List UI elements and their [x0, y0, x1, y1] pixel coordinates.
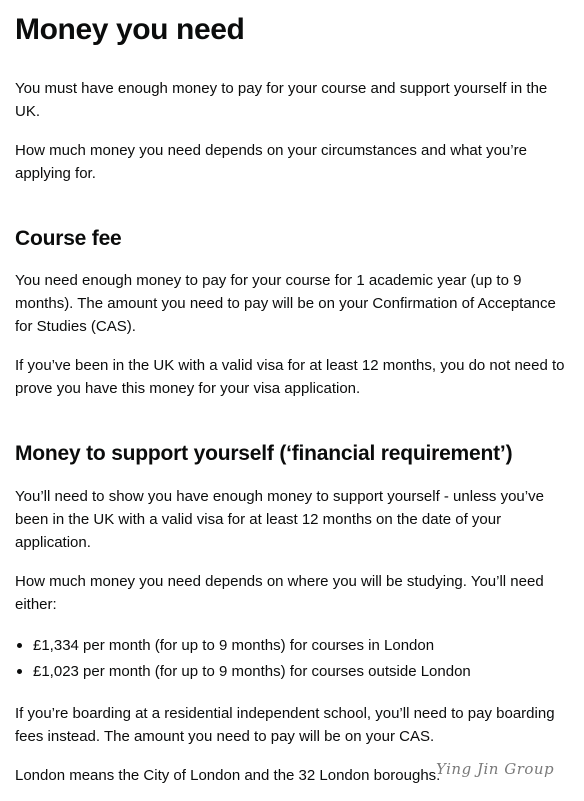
list-item [15, 634, 575, 660]
support-paragraph-1: You’ll need to show you have enough money to support yourself - unless you’ve been in the UK with a valid visa for at least 12 months on the date of your application. [15, 488, 544, 551]
london-paragraph: London means the City of London and the 32 London boroughs. [15, 767, 441, 784]
boarding-paragraph: If you’re boarding at a residential independent school, you’ll need to pay boarding fees instead. The amount you need to pay will be on your CAS. [15, 705, 555, 745]
bullet-icon [17, 669, 22, 674]
amount-list [15, 634, 575, 686]
support-paragraph-2: How much money you need depends on where you will be studying. You’ll need either: [15, 573, 544, 613]
bullet-icon [17, 643, 22, 648]
course-fee-heading: Course fee [15, 227, 122, 250]
support-heading: Money to support yourself (‘financial requirement’) [15, 442, 513, 465]
intro-paragraph-1: You must have enough money to pay for your course and support yourself in the UK. [15, 80, 548, 120]
course-fee-paragraph-2: If you’ve been in the UK with a valid visa for at least 12 months, you do not need to prove you have this money for your visa application. [15, 357, 565, 397]
intro-paragraph-2: How much money you need depends on your circumstances and what you’re applying for. [15, 142, 527, 182]
list-item-text: £1,023 per month (for up to 9 months) for courses outside London [33, 663, 471, 680]
page-title: Money you need [15, 13, 245, 46]
list-item-text: £1,334 per month (for up to 9 months) for courses in London [33, 637, 435, 654]
watermark-logo: Ying Jin Group [436, 760, 555, 778]
list-item [15, 660, 575, 686]
course-fee-paragraph-1: You need enough money to pay for your course for 1 academic year (up to 9 months). The amount you need to pay will be on your Confirmation of Acceptance for Studies (CAS). [15, 272, 556, 335]
